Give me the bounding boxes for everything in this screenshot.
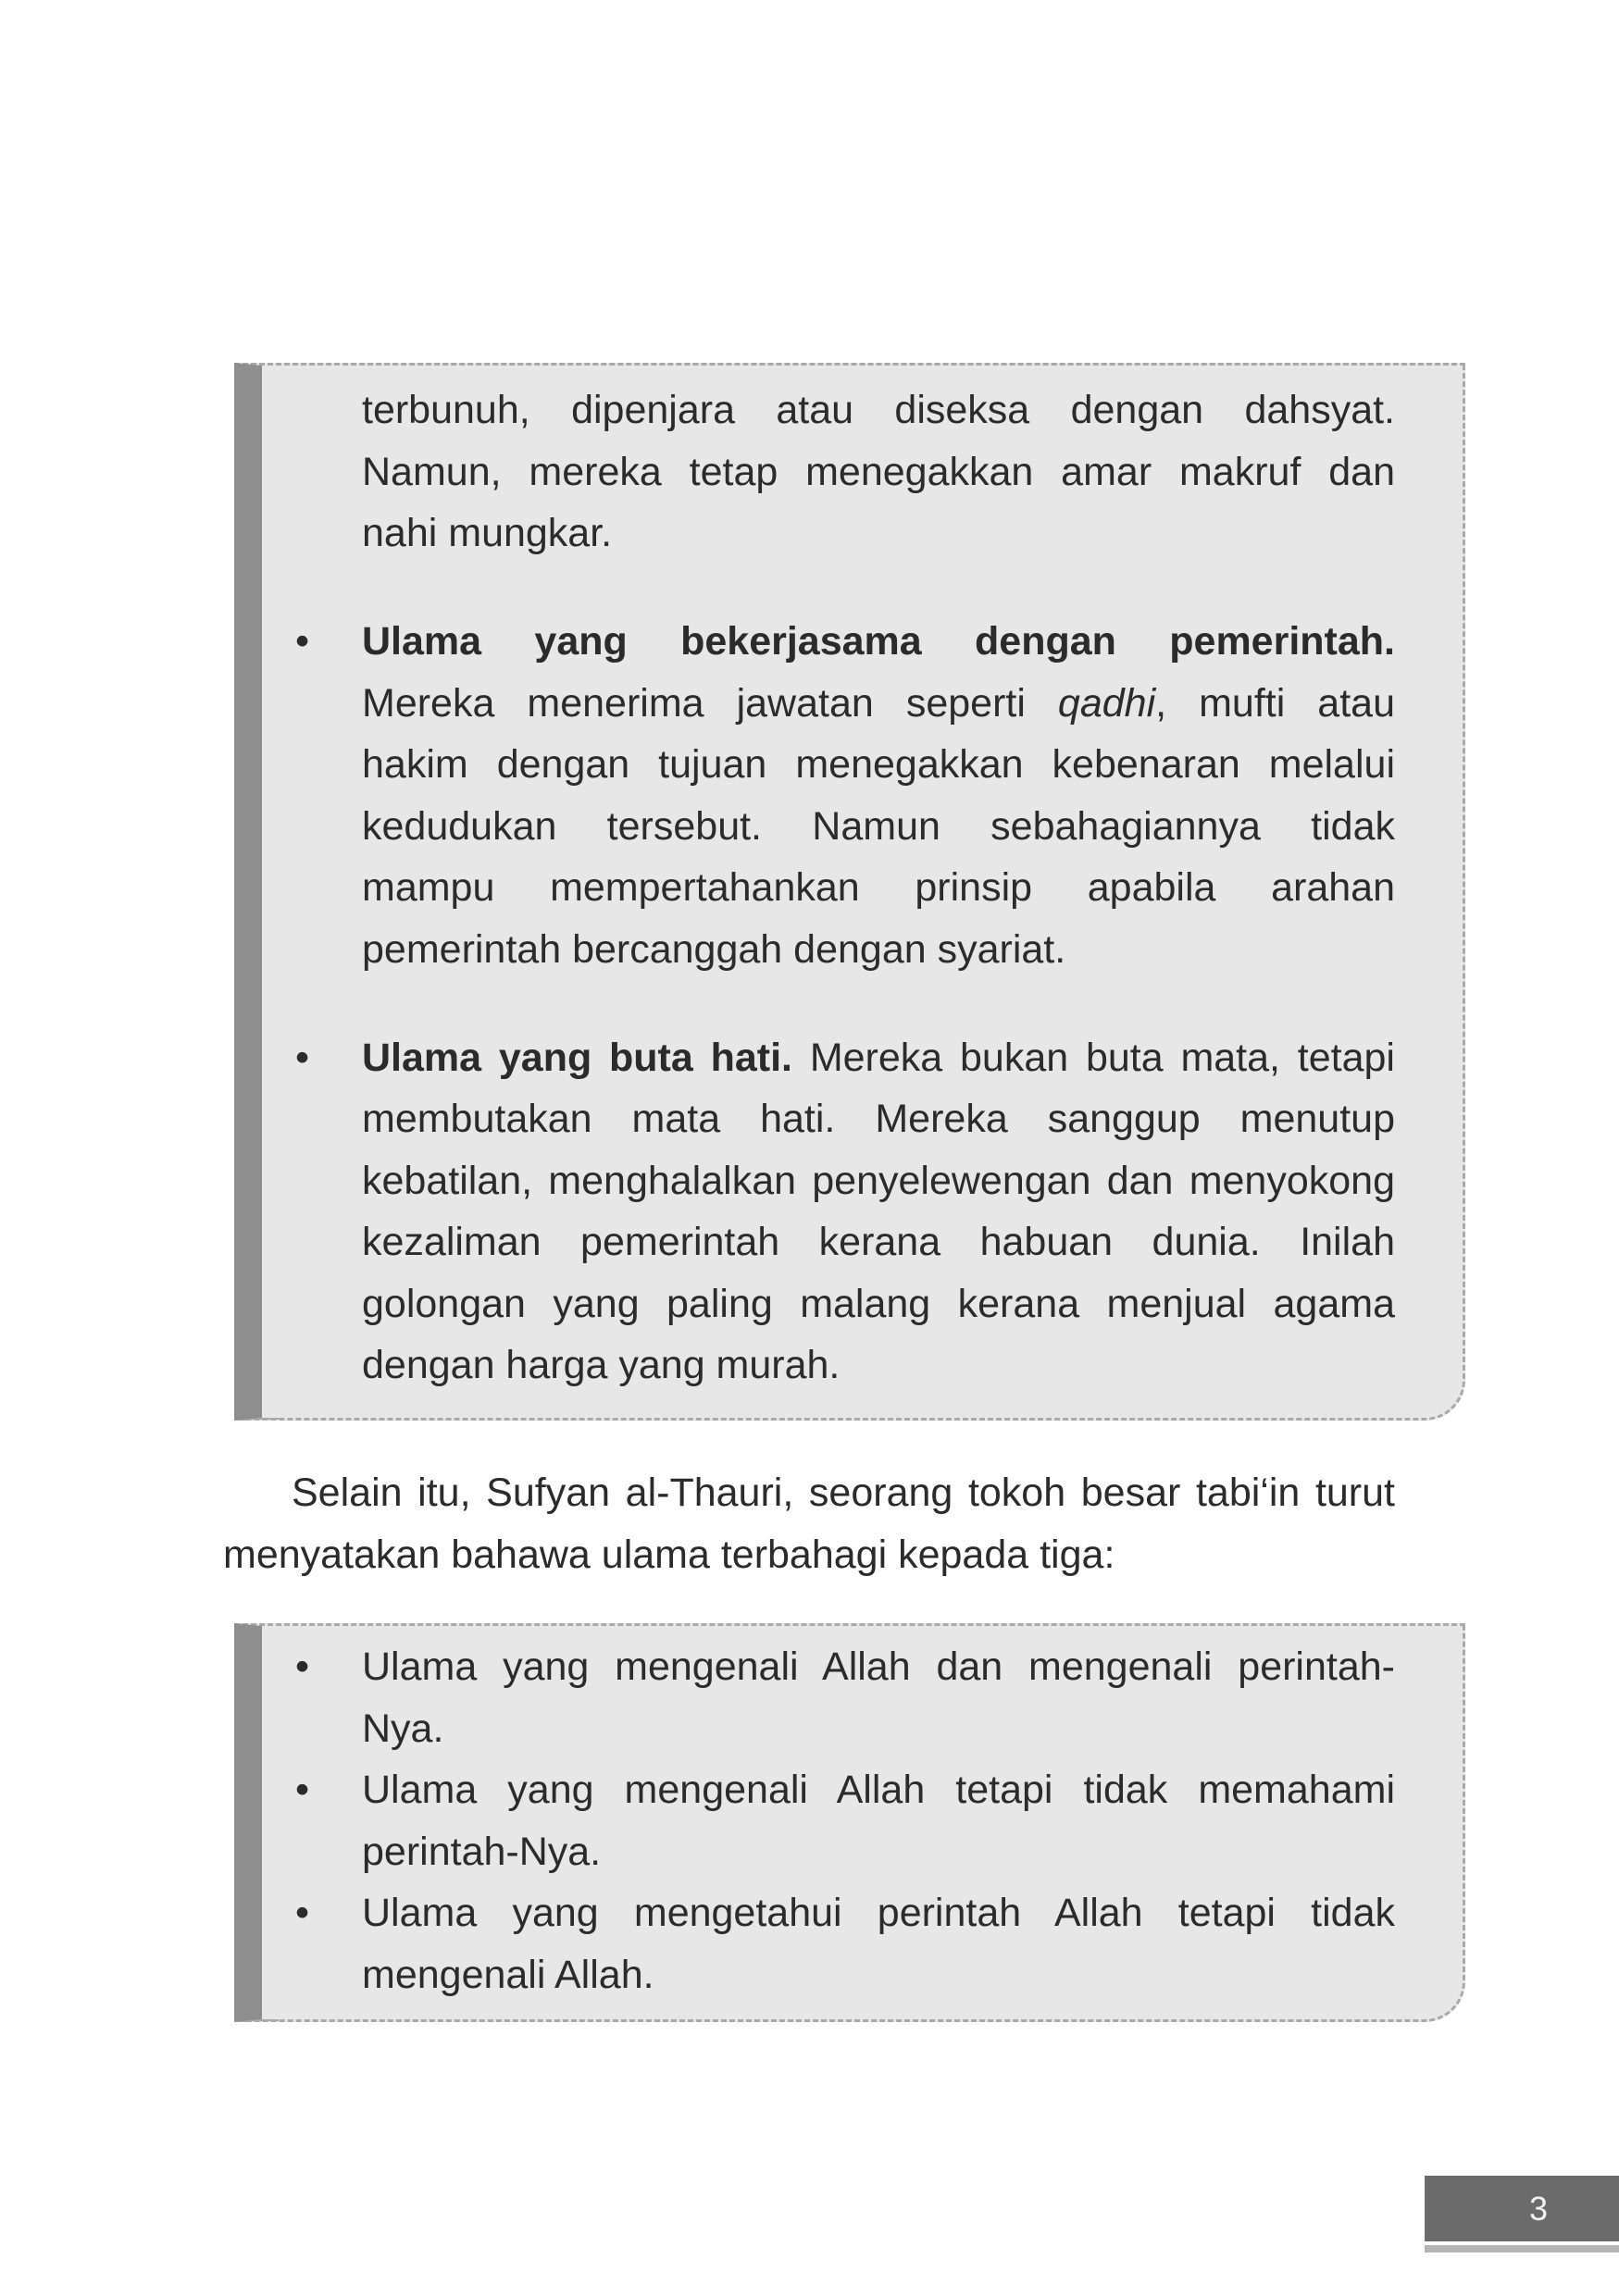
body-paragraph <box>223 1462 1395 1585</box>
bullet-marker: • <box>295 1768 310 1812</box>
bullet-item <box>295 1027 1395 1396</box>
text-line: hakim dengan tujuan menegakkan kebenaran melalui <box>362 742 1395 787</box>
highlight-box-bottom <box>234 1623 1465 2022</box>
text-line: mampu mempertahankan prinsip apabila arahan <box>362 865 1395 910</box>
text-line: Namun, mereka tetap menegakkan amar makruf dan <box>362 449 1395 494</box>
highlight-box-top <box>234 363 1465 1421</box>
text-line: kebatilan, menghalalkan penyelewengan dan menyokong <box>362 1158 1395 1203</box>
bullet-marker: • <box>295 1644 310 1689</box>
text-line: golongan yang paling malang kerana menjual agama <box>362 1281 1395 1326</box>
highlight-box-bottom-content <box>295 1636 1395 2005</box>
text-line: membutakan mata hati. Mereka sanggup menutup <box>362 1097 1395 1141</box>
text-line: mengenali Allah. <box>362 1952 654 1997</box>
bullet-item <box>295 1882 1395 2005</box>
highlight-box-top-content <box>295 379 1395 1396</box>
bullet-title-line <box>362 1027 1395 1089</box>
page-number-underline <box>1425 2245 1619 2253</box>
bullet-item <box>295 611 1395 980</box>
text-segment: , mufti atau <box>1155 680 1395 726</box>
bullet-title: Ulama yang buta hati. <box>362 1035 792 1080</box>
text-segment: Mereka menerima jawatan seperti <box>362 680 1026 726</box>
text-segment: Mereka bukan buta mata, tetapi <box>809 1035 1395 1080</box>
text-line: pemerintah bercanggah dengan syariat. <box>362 926 1066 972</box>
italic-term: qadhi <box>1057 680 1156 726</box>
bullet-title-line <box>362 611 1395 673</box>
text-line <box>362 673 1395 735</box>
continuation-paragraph <box>362 379 1395 565</box>
bullet-marker: • <box>295 1891 310 1935</box>
text-line: menyatakan bahawa ulama terbahagi kepada tiga: <box>223 1532 1115 1577</box>
bullet-item <box>295 1636 1395 1759</box>
text-line: Selain itu, Sufyan al-Thauri, seorang tokoh besar tabi‘in turut <box>292 1471 1395 1515</box>
bullet-marker: • <box>295 619 310 664</box>
text-line: perintah-Nya. <box>362 1829 602 1874</box>
text-line: kezaliman pemerintah kerana habuan dunia. Inilah <box>362 1220 1395 1264</box>
text-line: Nya. <box>362 1706 444 1751</box>
text-line: nahi mungkar. <box>362 511 613 555</box>
text-line: Ulama yang mengenali Allah tetapi tidak memahami <box>362 1768 1395 1812</box>
bullet-item <box>295 1759 1395 1882</box>
bullet-title: Ulama yang bekerjasama dengan pemerintah. <box>362 619 1395 664</box>
text-line: Ulama yang mengenali Allah dan mengenali perintah- <box>362 1644 1395 1689</box>
text-line: kedudukan tersebut. Namun sebahagiannya tidak <box>362 803 1395 849</box>
page-number: 3 <box>1425 2176 1619 2241</box>
text-line: terbunuh, dipenjara atau diseksa dengan dahsyat. <box>362 388 1395 432</box>
text-line: dengan harga yang murah. <box>362 1343 841 1387</box>
bullet-marker: • <box>295 1035 310 1080</box>
text-line: Ulama yang mengetahui perintah Allah tetapi tidak <box>362 1891 1395 1935</box>
